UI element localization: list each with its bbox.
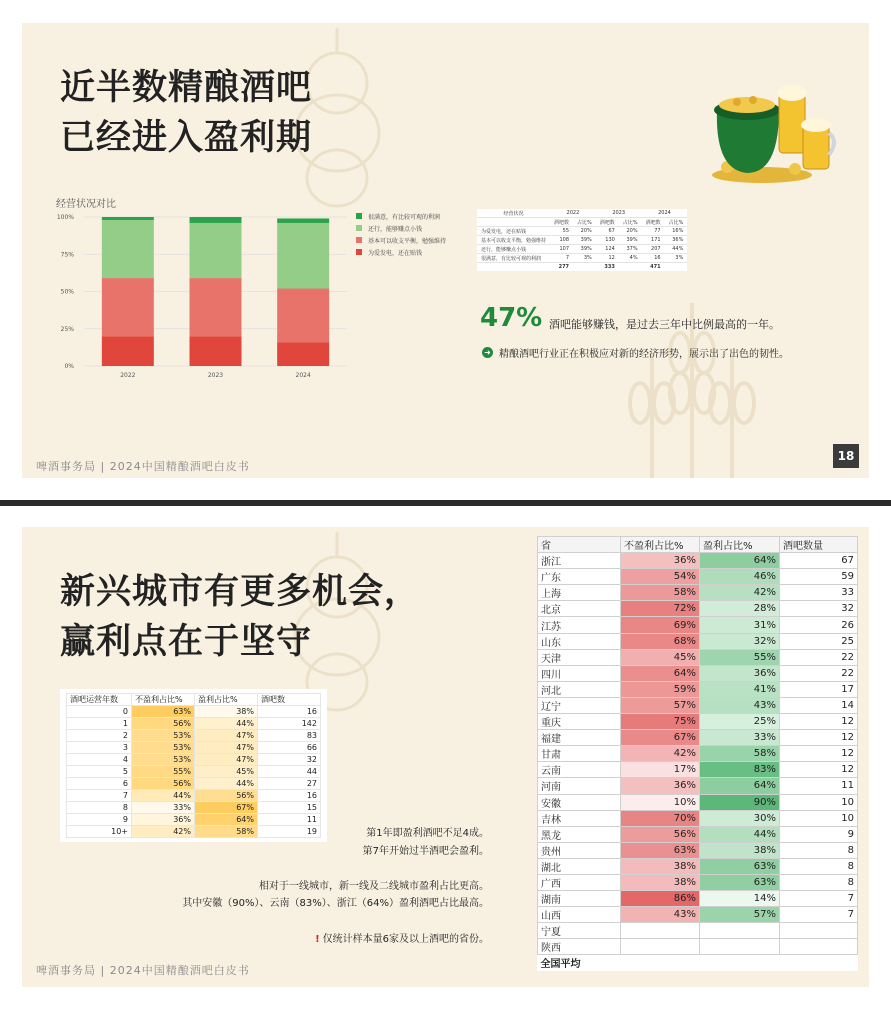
table-header-label: 经营状况 — [477, 209, 550, 218]
table-cell: 124 — [596, 245, 619, 254]
table-cell: 42% — [132, 826, 195, 838]
bar-segment — [102, 336, 154, 366]
table-cell: 19 — [258, 826, 321, 838]
table-cell: 山东 — [538, 633, 621, 649]
legend-label: 基本可以收支平衡，勉强维持 — [368, 237, 447, 245]
table-cell: 64% — [195, 814, 258, 826]
page-number: 18 — [833, 444, 859, 468]
table-cell: 56% — [195, 790, 258, 802]
table-cell: 12 — [596, 254, 619, 263]
table-row — [67, 730, 321, 742]
table-cell: 31% — [700, 617, 780, 633]
table-cell: 16 — [258, 706, 321, 718]
table-cell: 58% — [621, 585, 700, 601]
table-row — [67, 742, 321, 754]
table-cell: 安徽 — [538, 794, 621, 810]
table-row — [538, 891, 858, 907]
table-cell: 16 — [642, 254, 665, 263]
footer: 啤酒事务局 | 2024中国精酿酒吧白皮书 — [36, 964, 250, 977]
table-cell: 32 — [780, 601, 858, 617]
table-cell: 33 — [780, 585, 858, 601]
table-row — [538, 601, 858, 617]
legend-item — [356, 210, 446, 222]
bar-segment — [277, 218, 329, 222]
table-cell: 1 — [67, 718, 132, 730]
table-row — [538, 939, 858, 955]
slide-divider — [0, 500, 891, 506]
table-cell: 57% — [621, 697, 700, 713]
legend-swatch — [356, 213, 362, 219]
chart-title: 经营状况对比 — [56, 199, 116, 210]
table-cell: 38% — [700, 842, 780, 858]
table-row — [538, 858, 858, 874]
table-row — [538, 778, 858, 794]
table-row — [538, 617, 858, 633]
table-cell: 67 — [780, 553, 858, 569]
province-table — [537, 536, 858, 971]
table-cell: 39% — [573, 245, 596, 254]
insight-line: 其中安徽（90%）、云南（83%）、浙江（64%）盈利酒吧占比最高。 — [182, 898, 489, 909]
insight-line: 相对于一线城市，新一线及二线城市盈利占比更高。 — [259, 881, 489, 892]
table-cell: 39% — [619, 236, 642, 245]
col-header: 盈利占比% — [700, 537, 780, 553]
table-cell: 6 — [67, 778, 132, 790]
table-cell: 90% — [700, 794, 780, 810]
table-cell: 56% — [132, 778, 195, 790]
table-row — [477, 227, 687, 236]
table-cell: 44% — [132, 790, 195, 802]
table-cell: 28% — [700, 601, 780, 617]
row-label: 还行，能够赚点小钱 — [477, 245, 550, 254]
table-cell: 55 — [550, 227, 573, 236]
table-cell: 45% — [195, 766, 258, 778]
table-cell: 54% — [621, 569, 700, 585]
table-row — [538, 665, 858, 681]
table-cell: 四川 — [538, 665, 621, 681]
table-cell: 湖南 — [538, 891, 621, 907]
table-cell: 山西 — [538, 907, 621, 923]
table-cell: 63% — [621, 842, 700, 858]
table-cell: 44% — [665, 245, 688, 254]
bar-segment — [102, 278, 154, 336]
table-row — [538, 746, 858, 762]
year-header: 2023 — [596, 209, 642, 218]
table-cell: 63% — [700, 858, 780, 874]
table-cell: 3 — [67, 742, 132, 754]
table-cell: 53% — [132, 742, 195, 754]
table-cell: 10+ — [67, 826, 132, 838]
table-cell: 69% — [621, 617, 700, 633]
table-cell: 22 — [780, 665, 858, 681]
year-header: 2022 — [550, 209, 596, 218]
table-cell: 107 — [550, 245, 573, 254]
total-cell: 333 — [604, 264, 615, 270]
table-cell — [621, 923, 700, 939]
table-cell: 77 — [642, 227, 665, 236]
col-header: 不盈利占比% — [621, 537, 700, 553]
legend-swatch — [356, 249, 362, 255]
table-cell: 47% — [195, 754, 258, 766]
slide-18 — [22, 23, 869, 478]
bar-segment — [190, 336, 242, 366]
operating-status-table — [477, 209, 687, 271]
table-cell: 30% — [700, 810, 780, 826]
table-cell: 14% — [700, 891, 780, 907]
table-cell: 67 — [596, 227, 619, 236]
average-label: 全国平均 — [540, 959, 581, 971]
table-cell: 39% — [573, 236, 596, 245]
table-cell: 44% — [195, 778, 258, 790]
table-cell: 福建 — [538, 730, 621, 746]
table-cell: 北京 — [538, 601, 621, 617]
table-cell: 7 — [780, 907, 858, 923]
table-row — [538, 697, 858, 713]
table-cell: 44 — [258, 766, 321, 778]
table-cell: 黑龙 — [538, 826, 621, 842]
bar-segment — [102, 220, 154, 278]
table-cell: 43% — [621, 907, 700, 923]
table-cell: 32% — [700, 633, 780, 649]
table-cell — [621, 939, 700, 955]
table-cell: 67% — [621, 730, 700, 746]
table-cell: 44% — [700, 826, 780, 842]
table-cell: 湖北 — [538, 858, 621, 874]
table-cell: 57% — [700, 907, 780, 923]
table-cell: 陕西 — [538, 939, 621, 955]
table-row — [538, 826, 858, 842]
col-header: 酒吧数量 — [780, 537, 858, 553]
legend-item — [356, 246, 446, 258]
col-header: 盈利占比% — [195, 694, 258, 706]
table-cell: 56% — [132, 718, 195, 730]
table-cell: 67% — [195, 802, 258, 814]
table-cell: 10 — [780, 794, 858, 810]
table-cell: 20% — [573, 227, 596, 236]
footer: 啤酒事务局 | 2024中国精酿酒吧白皮书 — [36, 460, 250, 473]
x-tick-label: 2023 — [207, 372, 224, 379]
table-cell: 43% — [700, 697, 780, 713]
table-cell: 8 — [67, 802, 132, 814]
table-cell: 142 — [258, 718, 321, 730]
average-row — [538, 955, 858, 971]
table-cell: 36% — [621, 778, 700, 794]
table-total-row — [477, 263, 687, 272]
table-cell — [700, 939, 780, 955]
exclamation-icon: ! — [315, 934, 320, 945]
table-row — [67, 706, 321, 718]
table-row — [67, 778, 321, 790]
table-cell: 36% — [132, 814, 195, 826]
table-cell: 12 — [780, 746, 858, 762]
legend-swatch — [356, 225, 362, 231]
y-tick-label: 25% — [60, 325, 74, 333]
table-row — [477, 236, 687, 245]
sub-header: 酒吧数 — [550, 218, 573, 227]
col-header: 省 — [538, 537, 621, 553]
row-label: 为爱发电，还在贴钱 — [477, 227, 550, 236]
y-tick-label: 0% — [64, 363, 74, 370]
table-row — [538, 874, 858, 890]
chart-legend — [356, 210, 446, 258]
table-cell: 53% — [132, 730, 195, 742]
table-cell: 58% — [700, 746, 780, 762]
legend-label: 很满意，有比较可观的利润 — [368, 213, 441, 221]
table-cell: 66 — [258, 742, 321, 754]
table-row — [538, 794, 858, 810]
col-header: 酒吧数 — [258, 694, 321, 706]
table-row — [67, 802, 321, 814]
table-cell: 33% — [132, 802, 195, 814]
table-cell: 云南 — [538, 762, 621, 778]
table-cell: 8 — [780, 858, 858, 874]
sub-header: 酒吧数 — [642, 218, 665, 227]
stacked-bar-chart — [42, 209, 352, 379]
sub-header: 酒吧数 — [596, 218, 619, 227]
table-cell: 3% — [665, 254, 688, 263]
sub-header: 占比% — [665, 218, 688, 227]
table-cell: 38% — [621, 858, 700, 874]
table-cell: 63% — [700, 874, 780, 890]
table-cell: 广西 — [538, 874, 621, 890]
table-cell: 64% — [700, 778, 780, 794]
bar-segment — [277, 342, 329, 366]
table-cell: 甘肃 — [538, 746, 621, 762]
total-cell: 471 — [650, 264, 661, 270]
table-cell: 吉林 — [538, 810, 621, 826]
table-cell: 4% — [619, 254, 642, 263]
table-cell — [700, 923, 780, 939]
table-cell: 重庆 — [538, 714, 621, 730]
table-cell: 7 — [780, 891, 858, 907]
table-cell: 20% — [619, 227, 642, 236]
total-cell: 277 — [558, 264, 570, 270]
table-cell: 83 — [258, 730, 321, 742]
table-cell: 45% — [621, 649, 700, 665]
table-row — [67, 790, 321, 802]
table-cell: 55% — [700, 649, 780, 665]
table-cell: 贵州 — [538, 842, 621, 858]
table-cell: 5 — [67, 766, 132, 778]
table-row — [67, 766, 321, 778]
table-cell: 10 — [780, 810, 858, 826]
x-tick-label: 2024 — [295, 372, 311, 379]
page-title: 近半数精酿酒吧 已经进入盈利期 — [60, 68, 313, 158]
pot-of-gold-beer-illustration — [707, 75, 837, 185]
table-cell: 河北 — [538, 681, 621, 697]
table-cell: 7 — [67, 790, 132, 802]
table-cell: 108 — [550, 236, 573, 245]
table-cell: 0 — [67, 706, 132, 718]
sub-header: 占比% — [573, 218, 596, 227]
table-cell: 72% — [621, 601, 700, 617]
bar-segment — [277, 223, 329, 289]
table-row — [538, 730, 858, 746]
table-cell — [780, 939, 858, 955]
bar-segment — [190, 278, 242, 336]
table-row — [67, 718, 321, 730]
table-cell: 辽宁 — [538, 697, 621, 713]
table-cell: 4 — [67, 754, 132, 766]
table-cell: 22 — [780, 649, 858, 665]
table-cell: 32 — [258, 754, 321, 766]
table-cell: 25 — [780, 633, 858, 649]
bar-segment — [190, 223, 242, 278]
table-cell: 64% — [621, 665, 700, 681]
table-cell: 江苏 — [538, 617, 621, 633]
table-row — [538, 714, 858, 730]
table-cell: 10% — [621, 794, 700, 810]
table-cell — [780, 923, 858, 939]
year-header: 2024 — [642, 209, 688, 218]
table-row — [67, 814, 321, 826]
y-tick-label: 50% — [60, 288, 74, 296]
table-cell: 上海 — [538, 585, 621, 601]
table-cell: 浙江 — [538, 553, 621, 569]
legend-label: 为爱发电，还在贴钱 — [368, 249, 423, 257]
row-label: 很满意，有比较可观的利润 — [477, 254, 550, 263]
table-cell: 2 — [67, 730, 132, 742]
table-cell: 9 — [780, 826, 858, 842]
row-label: 基本可以收支平衡，勉强维持 — [477, 236, 550, 245]
table-cell: 86% — [621, 891, 700, 907]
table-cell: 53% — [132, 754, 195, 766]
table-cell: 42% — [700, 585, 780, 601]
bar-segment — [277, 289, 329, 343]
table-cell: 25% — [700, 714, 780, 730]
years-table-card — [60, 689, 327, 842]
table-row — [477, 254, 687, 263]
insight-line: 第1年即盈利酒吧不足4成。 — [366, 828, 489, 839]
table-cell: 63% — [132, 706, 195, 718]
legend-label: 还行，能够赚点小钱 — [368, 225, 423, 233]
table-cell: 7 — [550, 254, 573, 263]
table-cell: 38% — [621, 874, 700, 890]
y-tick-label: 100% — [56, 214, 74, 221]
table-cell: 11 — [258, 814, 321, 826]
table-cell: 46% — [700, 569, 780, 585]
table-cell: 207 — [642, 245, 665, 254]
table-cell: 59% — [621, 681, 700, 697]
page-title: 新兴城市有更多机会， 赢利点在于坚守 — [60, 572, 421, 662]
table-cell: 38% — [195, 706, 258, 718]
table-cell: 33% — [700, 730, 780, 746]
table-cell: 47% — [195, 742, 258, 754]
table-row — [538, 923, 858, 939]
col-header: 酒吧运营年数 — [67, 694, 132, 706]
table-cell: 8 — [780, 874, 858, 890]
table-row — [538, 762, 858, 778]
table-row — [538, 569, 858, 585]
table-cell: 15 — [258, 802, 321, 814]
table-cell: 70% — [621, 810, 700, 826]
insight-line: 第7年开始过半酒吧会盈利。 — [362, 846, 489, 857]
table-cell: 12 — [780, 762, 858, 778]
table-cell: 59 — [780, 569, 858, 585]
table-row — [538, 553, 858, 569]
years-table — [66, 693, 321, 838]
table-cell: 宁夏 — [538, 923, 621, 939]
table-cell: 64% — [700, 553, 780, 569]
table-cell: 41% — [700, 681, 780, 697]
table-cell: 42% — [621, 746, 700, 762]
highlight-text: 酒吧能够赚钱，是过去三年中比例最高的一年。 — [549, 318, 780, 331]
table-row — [477, 245, 687, 254]
legend-item — [356, 222, 446, 234]
table-cell: 37% — [619, 245, 642, 254]
table-cell: 75% — [621, 714, 700, 730]
table-cell: 58% — [195, 826, 258, 838]
table-cell: 17 — [780, 681, 858, 697]
arrow-right-icon: ➜ — [482, 347, 493, 358]
table-row — [67, 754, 321, 766]
bar-segment — [190, 217, 242, 223]
y-tick-label: 75% — [60, 251, 74, 259]
table-cell: 83% — [700, 762, 780, 778]
table-cell: 天津 — [538, 649, 621, 665]
table-row — [538, 585, 858, 601]
legend-item — [356, 234, 446, 246]
col-header: 不盈利占比% — [132, 694, 195, 706]
table-cell: 16 — [258, 790, 321, 802]
table-cell: 17% — [621, 762, 700, 778]
table-cell: 44% — [195, 718, 258, 730]
table-row — [538, 842, 858, 858]
table-cell: 16% — [665, 227, 688, 236]
table-cell: 27 — [258, 778, 321, 790]
table-row — [538, 810, 858, 826]
table-cell: 9 — [67, 814, 132, 826]
table-row — [538, 907, 858, 923]
table-cell: 12 — [780, 714, 858, 730]
bullet-text: 精酿酒吧行业正在积极应对新的经济形势，展示出了出色的韧性。 — [499, 349, 789, 360]
table-row — [538, 633, 858, 649]
table-cell: 36% — [700, 665, 780, 681]
bar-segment — [102, 217, 154, 220]
table-row — [538, 681, 858, 697]
legend-swatch — [356, 237, 362, 243]
table-cell: 68% — [621, 633, 700, 649]
table-cell: 11 — [780, 778, 858, 794]
table-row — [538, 649, 858, 665]
highlight-percentage: 47% — [480, 303, 543, 333]
table-cell: 26 — [780, 617, 858, 633]
table-cell: 河南 — [538, 778, 621, 794]
table-cell: 171 — [642, 236, 665, 245]
table-cell: 12 — [780, 730, 858, 746]
table-row — [67, 826, 321, 838]
table-cell: 8 — [780, 842, 858, 858]
table-cell: 14 — [780, 697, 858, 713]
sub-header: 占比% — [619, 218, 642, 227]
table-cell: 36% — [621, 553, 700, 569]
warning-note: ! 仅统计样本量6家及以上酒吧的省份。 — [315, 934, 489, 945]
table-cell: 36% — [665, 236, 688, 245]
table-cell: 3% — [573, 254, 596, 263]
x-tick-label: 2022 — [120, 372, 136, 379]
table-cell: 47% — [195, 730, 258, 742]
table-cell: 130 — [596, 236, 619, 245]
table-cell: 56% — [621, 826, 700, 842]
table-cell: 55% — [132, 766, 195, 778]
table-cell: 广东 — [538, 569, 621, 585]
